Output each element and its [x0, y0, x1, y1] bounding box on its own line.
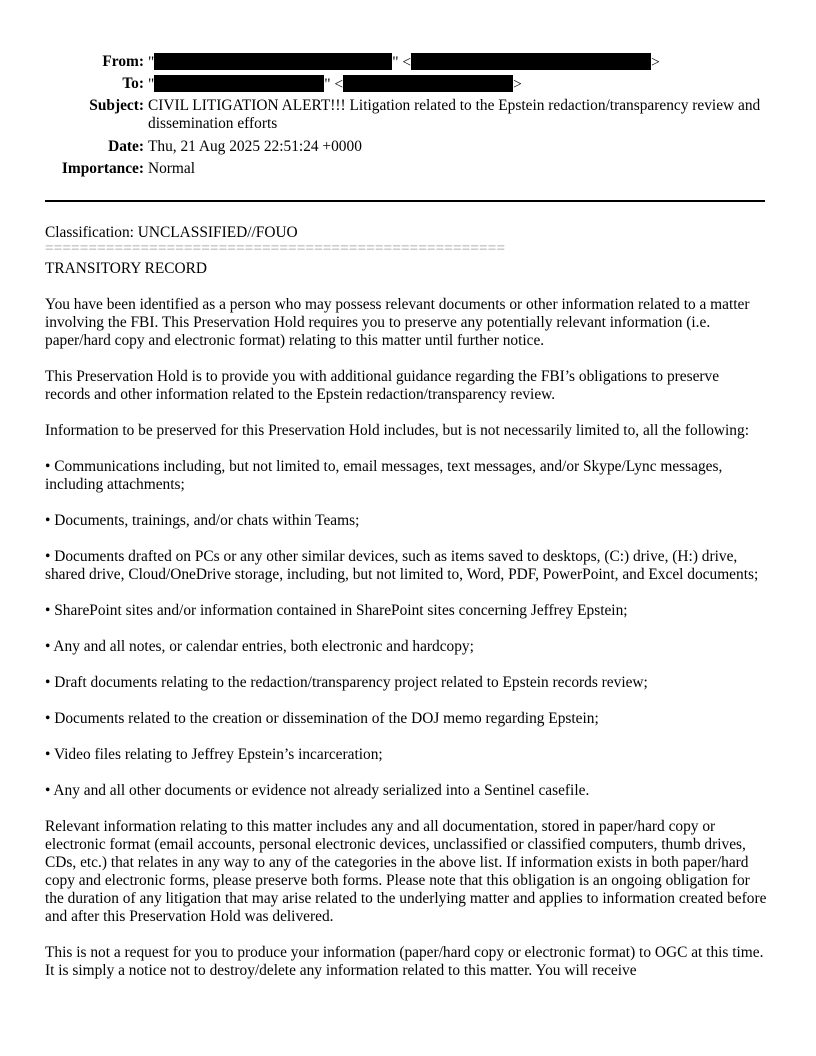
subject-label: Subject: [89, 97, 144, 114]
bullet-item: • SharePoint sites and/or information contained in SharePoint sites concerning Jeffrey Epstein; [45, 602, 628, 619]
to-label: To: [122, 75, 144, 92]
to-value [148, 75, 763, 94]
to-angle-close: > [513, 76, 522, 93]
paragraph: This Preservation Hold is to provide you with additional guidance regarding the FBI’s obligations to preserve records and other information related to the Epstein redaction/transparency review. [45, 368, 720, 403]
importance-value: Normal [148, 160, 196, 177]
to-quote-close: " < [324, 76, 344, 93]
to-row [0, 75, 816, 97]
bullet-item: • Video files relating to Jeffrey Epstein’s incarceration; [45, 746, 383, 763]
bullet-item: • Documents drafted on PCs or any other similar devices, such as items saved to desktops, (C:) drive, (H:) drive, shared drive, Cloud/OneDrive storage, including, but not limited to, Word, PDF, PowerPoint, and Excel documents; [45, 548, 759, 583]
separator-line: ===================================================== [45, 242, 506, 257]
message-body [45, 224, 767, 998]
bullet-item: • Documents related to the creation or dissemination of the DOJ memo regarding Epstein; [45, 710, 599, 727]
subject-value: CIVIL LITIGATION ALERT!!! Litigation related to the Epstein redaction/transparency review and dissemination efforts [148, 97, 761, 132]
bullet-item: • Draft documents relating to the redaction/transparency project related to Epstein records review; [45, 674, 648, 691]
to-quote-open: " [148, 76, 155, 93]
importance-row [0, 160, 816, 182]
bullet-item: • Communications including, but not limited to, email messages, text messages, and/or Skype/Lync messages, including attachments; [45, 458, 723, 493]
bullet-item: • Any and all other documents or evidence not already serialized into a Sentinel casefile. [45, 782, 590, 799]
date-value: Thu, 21 Aug 2025 22:51:24 +0000 [148, 138, 362, 155]
date-label: Date: [108, 138, 144, 155]
closing-paragraph: Relevant information relating to this matter includes any and all documentation, stored in paper/hard copy or electronic format (email accounts, personal electronic devices, unclassified or classified computers, thumb drives, CDs, etc.) that relates in any way to any of the categories in the above list. If information exists in both paper/hard copy and electronic forms, please preserve both forms. Please note that this obligation is an ongoing obligation for the duration of any litigation that may arise related to the underlying matter and applies to information created before and after this Preservation Hold was delivered. [45, 818, 767, 925]
paragraph: You have been identified as a person who may possess relevant documents or other information related to a matter involving the FBI. This Preservation Hold requires you to preserve any potentially relevant information (i.e. paper/hard copy and electronic format) relating to this matter until further notice. [45, 296, 750, 349]
to-address-redaction [343, 75, 513, 92]
date-row [0, 138, 816, 160]
from-label: From: [102, 53, 144, 70]
record-type: TRANSITORY RECORD [45, 260, 208, 277]
from-value [148, 53, 763, 72]
from-address-redaction [411, 53, 651, 70]
to-name-redaction [154, 75, 324, 92]
classification-line: Classification: UNCLASSIFIED//FOUO [45, 224, 298, 241]
importance-label: Importance: [61, 160, 144, 177]
subject-row [0, 97, 816, 138]
paragraph: Information to be preserved for this Preservation Hold includes, but is not necessarily limited to, all the following: [45, 422, 749, 439]
header-divider [45, 200, 765, 202]
bullet-item: • Documents, trainings, and/or chats within Teams; [45, 512, 360, 529]
closing-paragraph: This is not a request for you to produce your information (paper/hard copy or electronic format) to OGC at this time. It is simply a notice not to destroy/delete any information related to this matter. You will receive [45, 944, 764, 979]
email-header [0, 53, 816, 182]
from-name-redaction [154, 53, 392, 70]
from-angle-close: > [651, 54, 660, 71]
bullet-item: • Any and all notes, or calendar entries, both electronic and hardcopy; [45, 638, 474, 655]
from-quote-close: " < [392, 54, 412, 71]
from-quote-open: " [148, 54, 155, 71]
from-row [0, 53, 816, 75]
